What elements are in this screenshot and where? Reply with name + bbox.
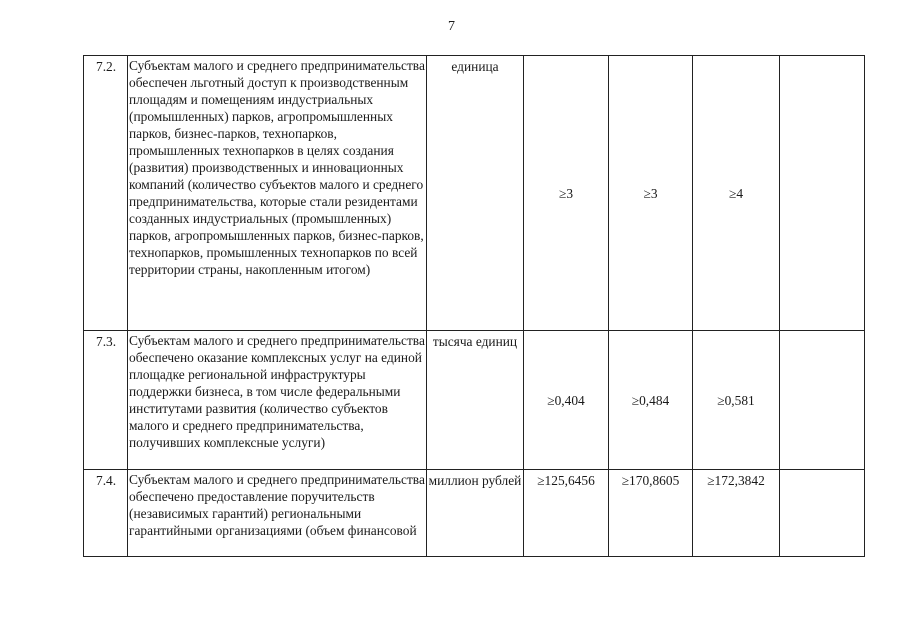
indicator-description: Субъектам малого и среднего предпринимательства обеспечен льготный доступ к производственным площадям и помещениям индустриальных (промышленных) парков, агропромышленных парков, бизнес-парков, технопарков, промышленных технопарков в целях создания (развития) производственных и инновационных компаний (количество субъектов малого и среднего предпринимательства, которые стали резидентами созданных индустриальных (промышленных) парков, агропромышленных парков, бизнес-парков, технопарков, промышленных технопарков по всей территории страны, накопленным итогом) xyxy=(128,56,427,331)
indicators-table xyxy=(83,55,865,557)
value-cell: ≥0,404 xyxy=(524,331,609,470)
value-cell: ≥0,484 xyxy=(609,331,693,470)
unit-of-measure: тысяча единиц xyxy=(427,331,524,470)
value-cell: ≥4 xyxy=(693,56,780,331)
table-row xyxy=(84,56,865,331)
page-number: 7 xyxy=(448,19,455,34)
empty-cell xyxy=(780,470,865,557)
indicator-description: Субъектам малого и среднего предпринимательства обеспечено предоставление поручительств (независимых гарантий) региональными гарантийными организациями (объем финансовой xyxy=(128,470,427,557)
value-cell: ≥172,3842 xyxy=(693,470,780,557)
empty-cell xyxy=(780,331,865,470)
empty-cell xyxy=(780,56,865,331)
value-cell: ≥125,6456 xyxy=(524,470,609,557)
row-number: 7.3. xyxy=(84,331,128,470)
unit-of-measure: единица xyxy=(427,56,524,331)
value-cell: ≥0,581 xyxy=(693,331,780,470)
value-cell: ≥3 xyxy=(609,56,693,331)
row-number: 7.2. xyxy=(84,56,128,331)
table-row xyxy=(84,470,865,557)
unit-of-measure: миллион рублей xyxy=(427,470,524,557)
value-cell: ≥3 xyxy=(524,56,609,331)
row-number: 7.4. xyxy=(84,470,128,557)
table-row xyxy=(84,331,865,470)
value-cell: ≥170,8605 xyxy=(609,470,693,557)
indicator-description: Субъектам малого и среднего предпринимательства обеспечено оказание комплексных услуг на единой площадке региональной инфраструктуры поддержки бизнеса, в том числе федеральными институтами развития (количество субъектов малого и среднего предпринимательства, получивших комплексные услуги) xyxy=(128,331,427,470)
